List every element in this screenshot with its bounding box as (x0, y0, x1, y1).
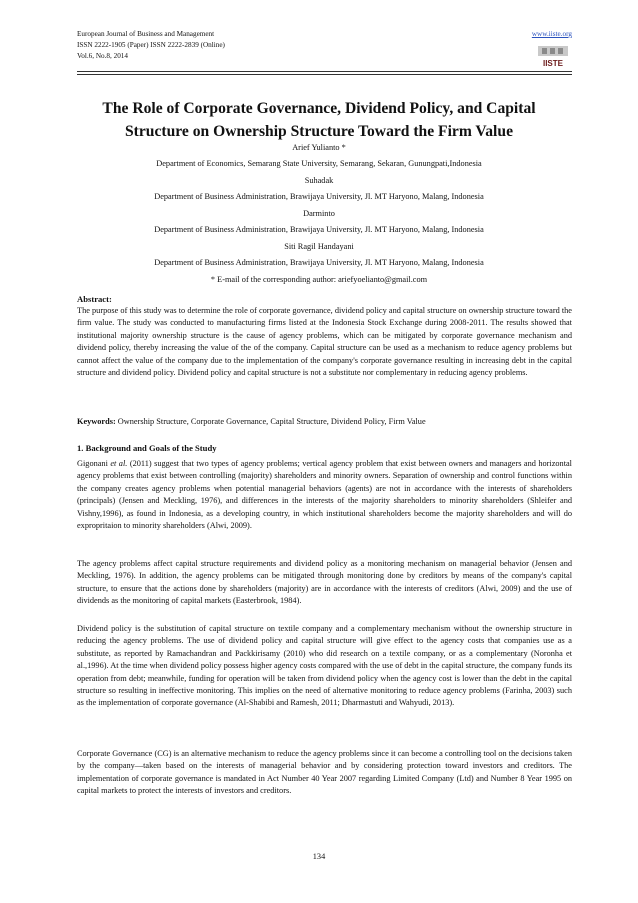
p1-etal: et al. (110, 459, 128, 468)
header-rule-bottom (77, 74, 572, 75)
author-affiliation: Department of Economics, Semarang State University, Semarang, Sekaran, Gunungpati,Indonesia (156, 159, 482, 168)
title-line-2: Structure on Ownership Structure Toward the Firm Value (125, 123, 513, 140)
journal-website-link[interactable]: www.iiste.org (531, 30, 572, 38)
paper-title (70, 97, 568, 143)
title-line-1: The Role of Corporate Governance, Dividend Policy, and Capital (102, 100, 536, 117)
header-rule-top (77, 71, 572, 72)
author-name: Darminto (303, 209, 335, 218)
author-name: Siti Ragil Handayani (284, 242, 354, 251)
abstract-heading: Abstract: (77, 294, 112, 304)
page-number: 134 (312, 852, 326, 861)
journal-issn: ISSN 2222-1905 (Paper) ISSN 2222-2839 (Online) (77, 41, 225, 49)
p1-rest: (2011) suggest that two types of agency problems; vertical agency problem that exist between owners and managers and horizontal agency problems that exist between controlling (majority) shareholders and minority owners. Separation of ownership and control functions within the company creates agency problems when potential managerial behaviors (agents) are not in accordance with the interests of shareholders (principals) (Jensen and Meckling, 1976), and differences in the interests of the majority shareholders to minority shareholders (Shleifer and Vishny,1996), as found in Indonesia, as a developing country, in which institutional shareholders become the majority shareholders and will do expropritaion to minority shareholders (Alwi, 2009). (77, 459, 572, 531)
keywords (77, 416, 426, 427)
section-1-paragraph-4: Corporate Governance (CG) is an alternative mechanism to reduce the agency problems since it can become a controlling tool on the decisions taken by the company—taken based on the interests of managerial behavior and by considering protection toward investors and creditors. The implementation of corporate governance is mandated in Act Number 40 Year 2007 regarding Limited Company (Ltd) and Number 8 Year 1995 on capital markets to protect the interests of investors and creditors. (77, 749, 572, 796)
author-name: Arief Yulianto * (292, 143, 346, 152)
author-affiliation: Department of Business Administration, Brawijaya University, Jl. MT Haryono, Malang, Indonesia (154, 192, 484, 201)
iiste-logo (534, 44, 572, 68)
section-1-paragraph-1 (77, 458, 572, 532)
journal-volume: Vol.6, No.8, 2014 (77, 52, 128, 60)
section-1-paragraph-2: The agency problems affect capital structure requirements and dividend policy as a monitoring mechanism on managerial behavior (Jensen and Meckling, 1976). In addition, the agency problems can be mitigated through monitoring done by creditors by means of the company's capital structure, to ensure that the actions done by shareholders (majority) are in accordance with the interests of creditors (Alwi, 2009) and the use of dividends as the monitoring of capital markets (Easterbrook, 1984). (77, 559, 572, 606)
corresponding-email: * E-mail of the corresponding author: ariefyoelianto@gmail.com (210, 275, 428, 284)
keywords-text: Ownership Structure, Corporate Governance, Capital Structure, Dividend Policy, Firm Value (117, 417, 426, 426)
keywords-label: Keywords: (77, 417, 116, 426)
abstract-text: The purpose of this study was to determine the role of corporate governance, dividend policy and capital structure on ownership structure toward the firm value. The study was conducted to manufacturing firms listed at the Indonesia Stock Exchange during 2008-2011. The results showed that institutional majority ownership structure is the cause of agency problems, which can be mitigated by corporate governance mechanism and dividend policy, thereby increasing the value of the of the company. Capital structure can be used as a mechanism to reduce agency problems but cannot affect the value of the company due to the implementation of the company's corporate governance resulting in increasing debt in the capital structure and dividend policy. Dividend policy and capital structure is not a substitute nor complementary in reducing agency problems. (77, 306, 572, 378)
section-1-paragraph-3: Dividend policy is the substitution of capital structure on textile company and a complementary mechanism without the ownership structure in reducing the agency problems. The use of dividend policy and capital structure will give effect to the agency costs that companies use as a substitute, as reported by Ramachandran and Packkirisamy (2010) who did research on a textile company, or as a complementary (Noronha et al.,1996). At the time when dividend policy possess higher agency costs compared with the use of debt in the capital structure, the company funds its operation from debt; meanwhile, funding for operation will be taken from dividend policy when the agency cost is lower than the debt in the capital structure so resulting in ineffective monitoring. This implies on the need of alternative monitoring to reduce agency problems (Farinha, 2003) such as the implementation of corporate governance (Al-Shabibi and Ramesh, 2011; Dharmastuti and Wahyudi, 2013). (77, 624, 572, 708)
journal-name: European Journal of Business and Management (77, 30, 215, 38)
author-affiliation: Department of Business Administration, Brawijaya University, Jl. MT Haryono, Malang, Indonesia (154, 225, 484, 234)
author-name: Suhadak (304, 176, 334, 185)
p1-start: Gigonani (77, 459, 108, 468)
author-affiliation: Department of Business Administration, Brawijaya University, Jl. MT Haryono, Malang, Indonesia (154, 258, 484, 267)
logo-text: IISTE (542, 59, 564, 68)
section-1-heading: 1. Background and Goals of the Study (77, 443, 217, 453)
